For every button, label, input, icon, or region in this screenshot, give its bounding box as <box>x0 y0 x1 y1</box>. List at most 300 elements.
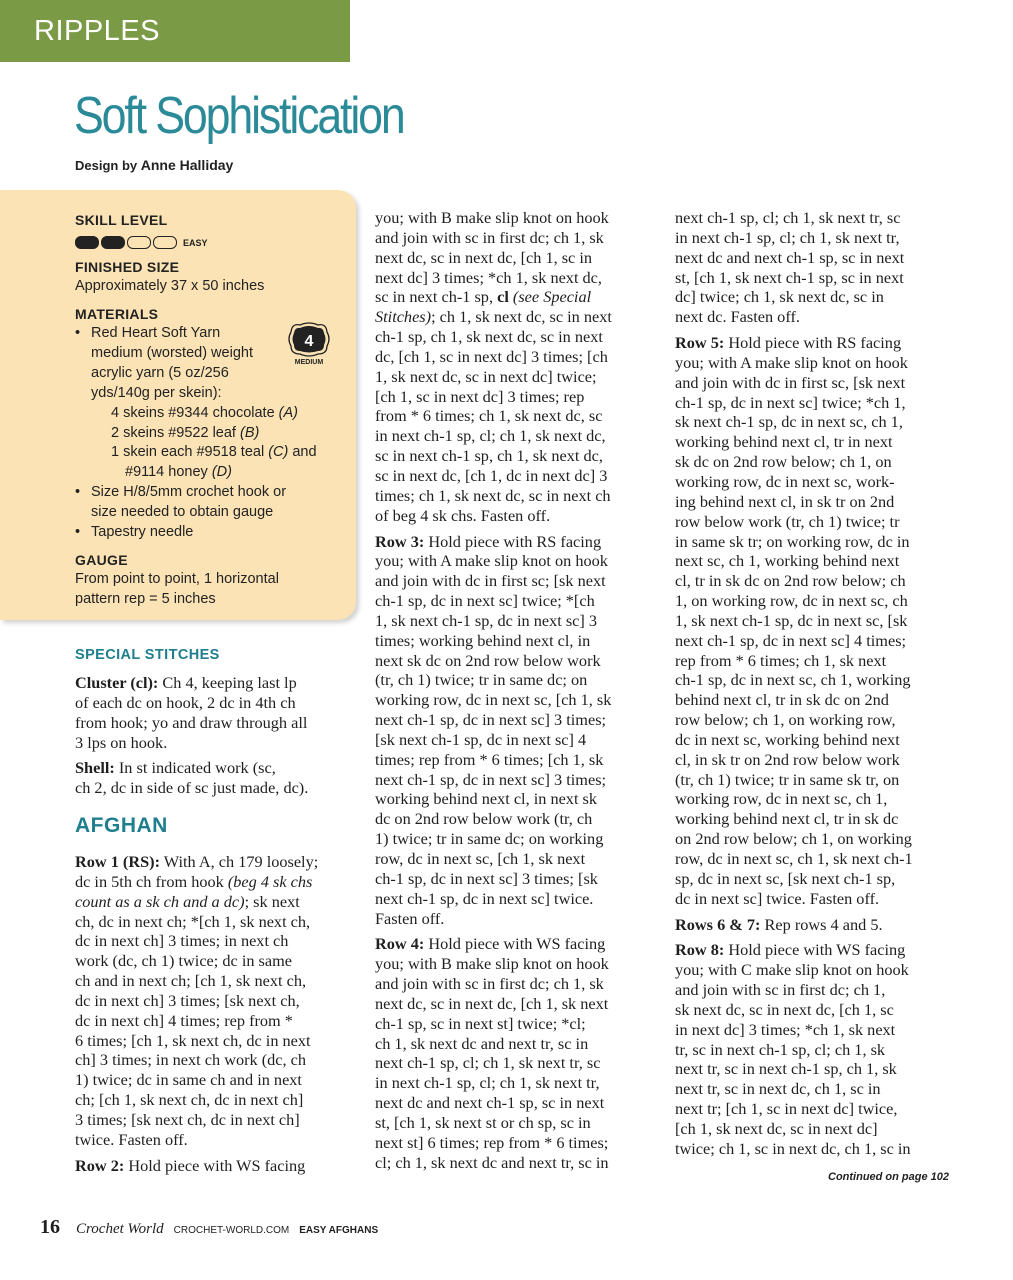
line-text: work (dc, ch 1) twice; dc in same <box>75 951 293 971</box>
line-text: sp, dc in next sc, [sk next ch-1 sp, <box>675 868 896 888</box>
text-line <box>675 472 913 492</box>
line-text: cl, in sk tr on 2nd row below work <box>675 749 900 769</box>
line-text: cl, tr in sk dc on 2nd row below; ch <box>675 571 906 591</box>
line-text: dc] twice; ch 1, sk next dc, sc in <box>675 287 884 307</box>
text-line <box>675 571 913 591</box>
line-text: from hook; yo and draw through all <box>75 712 308 732</box>
materials-italic: (B) <box>239 424 260 441</box>
text-line <box>675 268 913 288</box>
text-line <box>675 730 913 750</box>
text-line <box>675 492 913 512</box>
materials-item <box>75 523 317 543</box>
text-line <box>375 1053 612 1073</box>
line-text: ch-1 sp, ch 1, sk next dc, sc in next <box>375 327 603 347</box>
line-text: next dc and next ch-1 sp, sc in next <box>375 1093 605 1113</box>
text-line <box>375 849 612 869</box>
materials-text: acrylic yarn (5 oz/256 <box>91 364 229 381</box>
text-line <box>375 387 612 407</box>
text-line <box>375 287 612 307</box>
text-line <box>675 591 913 611</box>
line-text: Hold piece with WS facing <box>124 1155 306 1175</box>
skill-level-box <box>101 236 125 249</box>
text-line <box>375 954 612 974</box>
text-line <box>375 1014 612 1034</box>
line-text: of beg 4 sk chs. Fasten off. <box>375 505 551 525</box>
line-bold: cl <box>497 287 509 307</box>
text-line <box>375 909 612 929</box>
line-text: sk next dc, sc in next dc, [ch 1, sc <box>675 999 894 1019</box>
line-bold: Row 4: <box>375 934 425 954</box>
line-text: next dc] 3 times; *ch 1, sk next dc, <box>375 267 602 287</box>
line-text: working row, dc in next sc, ch 1, <box>675 789 888 809</box>
text-line <box>75 673 308 693</box>
text-line <box>375 889 612 909</box>
materials-italic: (C) <box>268 444 289 461</box>
line-italic: count as a sk ch and a dc) <box>75 891 245 911</box>
text-line <box>675 809 913 829</box>
text-line <box>675 208 913 228</box>
line-text: 3 lps on hook. <box>75 732 168 752</box>
text-line <box>375 670 612 690</box>
line-text: 1) twice; tr in same dc; on working <box>375 829 604 849</box>
text-line <box>675 670 913 690</box>
line-text: 1, sk next dc, sc in next dc] twice; <box>375 366 597 386</box>
line-text: dc in next ch] 3 times; [sk next ch, <box>75 990 300 1010</box>
materials-text: Tapestry needle <box>91 524 194 541</box>
text-line <box>375 1153 612 1173</box>
line-text: working row, dc in next sc, work- <box>675 471 895 491</box>
materials-item <box>75 424 317 444</box>
line-text: dc in 5th ch from hook <box>75 871 228 891</box>
line-text: in next ch-1 sp, cl; ch 1, sk next dc, <box>375 426 606 446</box>
line-text: row below; ch 1, on working row, <box>675 710 896 730</box>
text-line <box>675 333 913 353</box>
text-line <box>75 971 318 991</box>
text-line <box>675 915 913 935</box>
text-line <box>75 892 318 912</box>
text-line <box>375 1133 612 1153</box>
line-text: sc in next ch-1 sp, <box>375 287 498 307</box>
line-bold: Shell: <box>75 758 115 778</box>
text-line <box>375 248 612 268</box>
text-line <box>75 872 318 892</box>
line-text: in next ch-1 sp, cl; ch 1, sk next tr, <box>675 227 900 247</box>
finished-size-text: Approximately 37 x 50 inches <box>75 278 265 294</box>
line-text: next dc and next ch-1 sp, sc in next <box>675 247 905 267</box>
line-text: row, dc in next sc, [ch 1, sk next <box>375 849 586 868</box>
text-line <box>375 551 612 571</box>
line-text: Ch 4, keeping last lp <box>158 673 297 692</box>
line-bold: Row 3: <box>375 531 425 551</box>
materials-text: 2 skeins #9522 leaf <box>111 424 240 441</box>
line-text: st, [ch 1, sk next ch-1 sp, sc in next <box>675 267 904 287</box>
line-text: tr, sc in next ch-1 sp, cl; ch 1, sk <box>675 1039 886 1059</box>
line-text: sc in next dc, [ch 1, dc in next dc] 3 <box>375 465 608 485</box>
text-line <box>375 228 612 248</box>
line-text: ch-1 sp, dc in next sc, ch 1, working <box>675 670 911 690</box>
text-line <box>675 287 913 307</box>
line-text: sk dc on 2nd row below; ch 1, on <box>675 452 892 472</box>
text-line <box>375 611 612 631</box>
materials-text: Red Heart Soft Yarn <box>91 325 221 341</box>
line-text: you; with B make slip knot on hook <box>375 954 609 974</box>
special-stitches-heading: SPECIAL STITCHES <box>75 647 220 663</box>
line-text: you; with B make slip knot on hook <box>375 208 609 227</box>
materials-text: and <box>288 444 317 461</box>
materials-item <box>75 463 317 483</box>
line-text: dc in next sc] twice. Fasten off. <box>675 888 880 908</box>
text-line <box>75 758 308 778</box>
line-text: and join with sc in first dc; ch 1, <box>675 980 886 1000</box>
line-text: from * 6 times; ch 1, sk next dc, sc <box>375 406 603 426</box>
line-text: of each dc on hook, 2 dc in 4th ch <box>75 692 296 712</box>
text-line <box>75 1110 318 1130</box>
line-bold: Rows 6 & 7: <box>675 914 761 934</box>
text-line <box>675 690 913 710</box>
materials-item <box>75 324 317 344</box>
text-line <box>675 1099 913 1119</box>
text-line <box>375 367 612 387</box>
text-line <box>375 571 612 591</box>
text-line <box>375 690 612 710</box>
line-text: 1) twice; dc in same ch and in next <box>75 1070 302 1090</box>
text-line <box>675 532 913 552</box>
materials-heading: MATERIALS <box>75 306 159 322</box>
text-line <box>375 994 612 1014</box>
line-text: In st indicated work (sc, <box>114 758 276 778</box>
line-text: next dc. Fasten off. <box>675 307 800 327</box>
line-text: 1, on working row, dc in next sc, ch <box>675 591 908 611</box>
line-text: Fasten off. <box>375 908 445 928</box>
skill-level-box <box>127 236 151 249</box>
text-line <box>375 1113 612 1133</box>
line-text: ch-1 sp, dc in next sc] twice; *[ch <box>375 591 595 611</box>
website: CROCHET-WORLD.COM <box>173 1225 290 1236</box>
line-text: times; ch 1, sk next dc, sc in next ch <box>375 485 611 505</box>
bullet: • <box>75 524 81 541</box>
line-text: next ch-1 sp, dc in next sc] 3 times; <box>375 769 607 789</box>
text-line <box>75 713 308 733</box>
text-line <box>75 1130 318 1150</box>
text-line <box>75 733 308 753</box>
materials-italic: (A) <box>278 404 299 421</box>
text-line <box>375 591 612 611</box>
line-text: Hold piece with WS facing <box>424 934 606 954</box>
text-line <box>675 432 913 452</box>
line-text: in next dc] 3 times; *ch 1, sk next <box>675 1019 896 1039</box>
text-line <box>675 829 913 849</box>
text-line <box>375 631 612 651</box>
text-line <box>375 506 612 526</box>
text-line <box>75 951 318 971</box>
line-italic: (see Special <box>508 287 592 307</box>
line-bold: Row 1 (RS): <box>75 852 161 871</box>
line-text: working behind next cl, tr in sk dc <box>675 809 899 829</box>
text-line <box>675 307 913 327</box>
line-text: in next ch-1 sp, cl; ch 1, sk next tr, <box>375 1073 600 1093</box>
materials-item <box>75 503 317 523</box>
line-bold: Row 5: <box>675 333 725 353</box>
text-line <box>675 960 913 980</box>
afghan-heading: AFGHAN <box>75 814 168 837</box>
magazine-name: Crochet World <box>76 1221 164 1237</box>
line-text: Hold piece with WS facing <box>724 940 906 960</box>
text-line <box>675 940 913 960</box>
line-text: ch and in next ch; [ch 1, sk next ch, <box>75 971 307 991</box>
page-footer <box>40 1216 378 1239</box>
text-line <box>675 353 913 373</box>
text-line <box>675 849 913 869</box>
gauge-line: pattern rep = 5 inches <box>75 590 216 607</box>
text-line <box>375 406 612 426</box>
line-text: and join with dc in first sc; [sk next <box>375 571 606 591</box>
line-text: ; ch 1, sk next dc, sc in next <box>431 307 612 327</box>
line-text: next ch-1 sp, dc in next sc] 3 times; <box>375 710 607 730</box>
text-line <box>375 1034 612 1054</box>
text-line <box>675 1000 913 1020</box>
materials-list <box>75 324 317 543</box>
line-text: next tr, sc in next ch-1 sp, ch 1, sk <box>675 1059 897 1079</box>
line-text: next tr, sc in next dc, ch 1, sc in <box>675 1079 881 1099</box>
line-text: dc in next ch] 4 times; rep from * <box>75 1010 293 1030</box>
medium-yarn-weight-icon <box>286 320 332 366</box>
text-line <box>675 1059 913 1079</box>
byline-prefix: Design by <box>75 158 141 173</box>
gauge-heading: GAUGE <box>75 552 128 568</box>
materials-item <box>75 364 317 384</box>
text-line <box>75 693 308 713</box>
line-text: (tr, ch 1) twice; tr in same dc; on <box>375 670 588 690</box>
text-line <box>375 466 612 486</box>
line-text: next dc, sc in next dc, [ch 1, sk next <box>375 993 609 1013</box>
line-text: you; with C make slip knot on hook <box>675 960 909 980</box>
text-line <box>75 1090 318 1110</box>
line-text: next dc, sc in next dc, [ch 1, sc in <box>375 247 593 267</box>
continued-note: Continued on page 102 <box>828 1171 950 1183</box>
line-text: ; sk next <box>244 891 300 911</box>
text-line <box>75 1070 318 1090</box>
byline <box>75 157 233 173</box>
bullet: • <box>75 325 81 341</box>
page-number: 16 <box>40 1216 60 1238</box>
line-text: next st] 6 times; rep from * 6 times; <box>375 1132 609 1152</box>
finished-size-heading: FINISHED SIZE <box>75 259 180 275</box>
text-line <box>375 651 612 671</box>
yarn-weight-number: 4 <box>304 333 314 350</box>
line-text: next sc, ch 1, working behind next <box>675 551 900 571</box>
text-line <box>675 551 913 571</box>
line-text: 1, sk next ch-1 sp, dc in next sc] 3 <box>375 610 598 630</box>
line-italic: (beg 4 sk chs <box>227 871 313 891</box>
line-text: Hold piece with RS facing <box>724 333 902 353</box>
text-line <box>375 327 612 347</box>
line-text: st, [ch 1, sk next st or ch sp, sc in <box>375 1112 591 1132</box>
text-line <box>675 789 913 809</box>
line-text: (tr, ch 1) twice; tr in same sk tr, on <box>675 769 900 789</box>
instructions-column-3 <box>675 208 913 1159</box>
line-text: and join with sc in first dc; ch 1, sk <box>375 227 604 247</box>
line-text: rep from * 6 times; ch 1, sk next <box>675 650 887 670</box>
text-line <box>675 412 913 432</box>
materials-item <box>75 483 317 503</box>
instructions-column-1 <box>75 852 318 1176</box>
line-text: With A, ch 179 loosely; <box>160 852 319 871</box>
materials-item <box>75 344 317 364</box>
special-stitches-text <box>75 673 308 798</box>
line-text: in same sk tr; on working row, dc in <box>675 531 910 551</box>
line-text: on 2nd row below; ch 1, on working <box>675 829 912 849</box>
materials-text: medium (worsted) weight <box>91 344 253 361</box>
line-text: working behind next cl, in next sk <box>375 789 598 809</box>
text-line <box>675 228 913 248</box>
text-line <box>675 1139 913 1159</box>
line-text: Rep rows 4 and 5. <box>760 914 883 934</box>
text-line <box>375 710 612 730</box>
line-text: ch-1 sp, sc in next st] twice; *cl; <box>375 1013 586 1033</box>
materials-text: yds/140g per skein): <box>91 384 222 401</box>
materials-text: 1 skein each #9518 teal <box>111 444 269 461</box>
materials-text: Size H/8/5mm crochet hook or <box>91 484 287 501</box>
line-text: next ch-1 sp, cl; ch 1, sk next tr, sc <box>675 208 901 227</box>
text-line <box>675 373 913 393</box>
text-line <box>675 1119 913 1139</box>
line-text: and join with dc in first sc, [sk next <box>675 372 906 392</box>
line-text: Hold piece with RS facing <box>424 531 602 551</box>
text-line <box>675 631 913 651</box>
text-line <box>675 248 913 268</box>
skill-level-box <box>153 236 177 249</box>
line-text: [ch 1, sc in next dc] 3 times; rep <box>375 386 585 406</box>
text-line <box>375 750 612 770</box>
text-line <box>675 1020 913 1040</box>
text-line <box>675 611 913 631</box>
line-text: 3 times; [sk next ch, dc in next ch] <box>75 1109 300 1129</box>
page-title: Soft Sophistication <box>74 87 404 145</box>
line-text: ch] 3 times; in next ch work (dc, ch <box>75 1050 307 1070</box>
line-text: next ch-1 sp, dc in next sc] 4 times; <box>675 630 907 650</box>
line-text: row, dc in next sc, ch 1, sk next ch-1 <box>675 849 913 868</box>
line-text: ch, dc in next ch; *[ch 1, sk next ch, <box>75 911 311 931</box>
line-text: ch; [ch 1, sk next ch, dc in next ch] <box>75 1090 304 1110</box>
designer-name: Anne Halliday <box>140 157 234 173</box>
text-line <box>75 852 318 872</box>
line-bold: Row 8: <box>675 940 725 960</box>
line-bold: Row 2: <box>75 1155 125 1175</box>
materials-text: #9114 honey <box>125 464 212 481</box>
text-line <box>375 730 612 750</box>
line-text: dc, [ch 1, sc in next dc] 3 times; [ch <box>375 346 608 366</box>
text-line <box>375 208 612 228</box>
line-text: twice. Fasten off. <box>75 1129 188 1149</box>
yarn-weight-label: MEDIUM <box>294 359 324 366</box>
line-text: ch-1 sp, dc in next sc] twice; *ch 1, <box>675 392 906 412</box>
text-line <box>75 1011 318 1031</box>
text-line <box>375 770 612 790</box>
text-line <box>75 1156 318 1176</box>
text-line <box>675 651 913 671</box>
instructions-column-2 <box>375 208 612 1173</box>
materials-item <box>75 404 317 424</box>
text-line <box>675 393 913 413</box>
line-text: next ch-1 sp, cl; ch 1, sk next tr, sc <box>375 1053 601 1073</box>
line-text: and join with sc in first dc; ch 1, sk <box>375 974 604 994</box>
line-italic: Stitches) <box>375 307 432 327</box>
materials-italic: (D) <box>211 464 232 481</box>
text-line <box>375 869 612 889</box>
line-text: ch-1 sp, dc in next sc] 3 times; [sk <box>375 868 598 888</box>
line-text: sk next ch-1 sp, dc in next sc, ch 1, <box>675 412 903 432</box>
gauge-text <box>75 570 279 610</box>
text-line <box>375 809 612 829</box>
text-line <box>75 1050 318 1070</box>
line-text: ch 1, sk next dc and next tr, sc in <box>375 1033 589 1053</box>
text-line <box>675 869 913 889</box>
line-text: times; rep from * 6 times; [ch 1, sk <box>375 749 604 769</box>
text-line <box>75 991 318 1011</box>
text-line <box>675 770 913 790</box>
line-text: [ch 1, sk next dc, sc in next dc] <box>675 1118 878 1138</box>
line-text: next sk dc on 2nd row below work <box>375 650 601 670</box>
line-text: row below work (tr, ch 1) twice; tr <box>675 511 900 531</box>
text-line <box>375 426 612 446</box>
line-text: behind next cl, tr in sk dc on 2nd <box>675 690 889 710</box>
text-line <box>75 931 318 951</box>
issue-name: EASY AFGHANS <box>299 1225 379 1236</box>
line-text: sc in next ch-1 sp, ch 1, sk next dc, <box>375 446 603 466</box>
line-text: ing behind next cl, in sk tr on 2nd <box>675 491 895 511</box>
line-text: working row, dc in next sc, [ch 1, sk <box>375 690 612 710</box>
line-bold: Cluster (cl): <box>75 673 159 692</box>
text-line <box>75 1031 318 1051</box>
line-text: next ch-1 sp, dc in next sc] twice. <box>375 888 594 908</box>
text-line <box>675 452 913 472</box>
skill-level-heading: SKILL LEVEL <box>75 212 168 228</box>
text-line <box>675 1079 913 1099</box>
line-text: you; with A make slip knot on hook <box>375 551 608 571</box>
text-line <box>375 789 612 809</box>
text-line <box>675 750 913 770</box>
text-line <box>375 307 612 327</box>
materials-item <box>75 443 317 463</box>
text-line <box>375 974 612 994</box>
text-line <box>75 778 308 798</box>
line-text: [sk next ch-1 sp, dc in next sc] 4 <box>375 729 587 749</box>
line-text: cl; ch 1, sk next dc and next tr, sc in <box>375 1152 609 1172</box>
line-text: ch 2, dc in side of sc just made, dc). <box>75 778 309 798</box>
text-line <box>675 980 913 1000</box>
line-text: you; with A make slip knot on hook <box>675 352 908 372</box>
text-line <box>375 934 612 954</box>
materials-text: size needed to obtain gauge <box>91 504 274 521</box>
skill-level-indicator <box>75 236 208 249</box>
text-line <box>675 1040 913 1060</box>
text-line <box>675 512 913 532</box>
line-text: dc in next ch] 3 times; in next ch <box>75 931 289 951</box>
section-tab: RIPPLES <box>0 0 350 62</box>
line-text: times; working behind next cl, in <box>375 630 591 650</box>
line-text: twice; ch 1, sc in next dc, ch 1, sc in <box>675 1138 911 1158</box>
line-text: next tr; [ch 1, sc in next dc] twice, <box>675 1099 898 1119</box>
skill-level-label: EASY <box>183 237 208 248</box>
line-text: 6 times; [ch 1, sk next ch, dc in next <box>75 1030 311 1050</box>
text-line <box>375 1093 612 1113</box>
gauge-line: From point to point, 1 horizontal <box>75 571 279 587</box>
text-line <box>375 1073 612 1093</box>
skill-level-box <box>75 236 99 249</box>
text-line <box>375 347 612 367</box>
text-line <box>375 486 612 506</box>
line-text: working behind next cl, tr in next <box>675 432 893 452</box>
